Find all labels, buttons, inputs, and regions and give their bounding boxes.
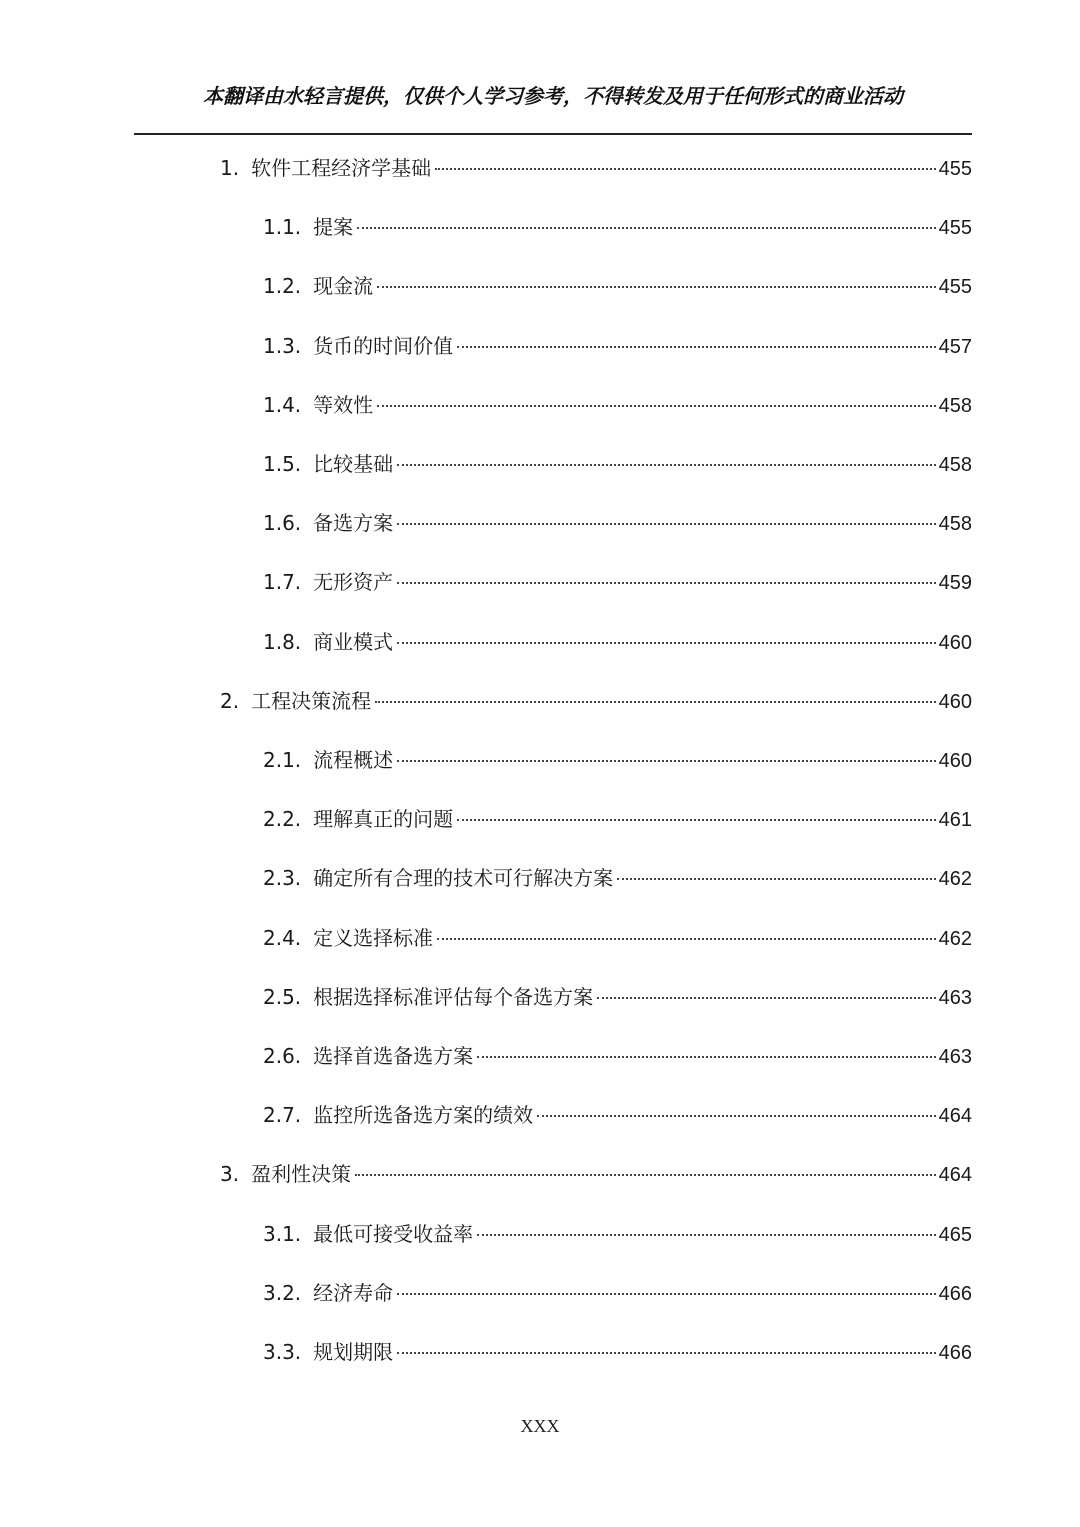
toc-entry-number: 1. [220,156,240,180]
toc-entry-title: 流程概述 [313,748,394,772]
toc-entry-page-number: 457 [938,335,972,358]
toc-entry[interactable] [263,331,972,361]
toc-entry-title: 监控所选备选方案的绩效 [313,1103,534,1128]
toc-dot-leader [397,642,935,644]
toc-entry[interactable] [263,745,972,775]
toc-dot-leader [397,582,935,584]
toc-entry[interactable] [263,627,972,657]
toc-entry-page-number: 462 [938,868,972,891]
toc-entry-page-number: 455 [938,217,972,240]
toc-entry-title: 规划期限 [313,1340,394,1364]
toc-entry-page-number: 461 [938,809,972,832]
toc-entry-number: 2. [220,688,240,713]
toc-entry-page-number: 458 [938,454,972,476]
toc-entry-number: 1.7. [263,570,302,595]
toc-entry-title: 经济寿命 [313,1280,394,1305]
toc-dot-leader [355,1174,936,1176]
toc-entry[interactable] [220,1159,972,1189]
toc-entry-title: 提案 [313,215,354,240]
toc-entry-page-number: 458 [938,394,972,417]
toc-entry-page-number: 460 [938,750,972,772]
toc-entry-page-number: 463 [938,986,972,1009]
toc-dot-leader [477,1056,935,1058]
toc-entry[interactable] [263,1100,972,1130]
toc-entry-title: 货币的时间价值 [313,333,454,358]
toc-entry[interactable] [263,271,972,301]
toc-entry-page-number: 460 [938,690,972,713]
toc-entry-title: 备选方案 [313,511,394,536]
toc-entry[interactable] [220,153,972,183]
toc-entry-title: 软件工程经济学基础 [251,156,432,180]
toc-entry[interactable] [263,923,972,953]
toc-entry-title: 定义选择标准 [313,925,434,950]
toc-dot-leader [617,878,935,880]
toc-entry-number: 1.3. [263,333,302,358]
toc-entry-number: 3.3. [263,1340,302,1364]
toc-entry[interactable] [263,449,972,479]
toc-entry[interactable] [263,804,972,834]
toc-entry-page-number: 462 [938,927,972,950]
toc-dot-leader [375,701,936,703]
toc-entry[interactable] [263,390,972,420]
toc-entry-page-number: 466 [938,1282,972,1305]
toc-entry-number: 1.4. [263,392,302,417]
toc-entry-number: 2.3. [263,866,302,891]
toc-dot-leader [457,819,935,821]
toc-dot-leader [377,286,935,288]
toc-dot-leader [597,997,935,999]
toc-entry-number: 2.5. [263,984,302,1009]
toc-entry[interactable] [263,508,972,538]
toc-dot-leader [377,405,935,407]
toc-entry-page-number: 465 [938,1223,972,1246]
page-header: 本翻译由水轻言提供，仅供个人学习参考，不得转发及用于任何形式的商业活动 [203,84,903,108]
toc-entry-page-number: 464 [938,1105,972,1128]
toc-entry-number: 2.6. [263,1044,302,1068]
toc-dot-leader [397,464,935,466]
toc-dot-leader [437,938,935,940]
toc-dot-leader [477,1234,935,1236]
toc-entry-page-number: 466 [938,1342,972,1364]
toc-entry-page-number: 455 [938,158,972,180]
toc-entry-number: 2.2. [263,807,302,832]
toc-entry-page-number: 464 [938,1164,972,1187]
toc-entry-page-number: 460 [938,631,972,654]
toc-entry-title: 工程决策流程 [251,688,372,713]
toc-entry-number: 2.4. [263,925,302,950]
toc-dot-leader [397,523,935,525]
toc-entry[interactable] [263,863,972,893]
toc-dot-leader [435,168,936,170]
toc-entry-title: 无形资产 [313,570,394,595]
toc-entry-title: 确定所有合理的技术可行解决方案 [313,866,614,891]
toc-entry-title: 现金流 [313,274,374,299]
toc-dot-leader [457,346,935,348]
toc-entry-page-number: 455 [938,276,972,299]
toc-entry-title: 等效性 [313,392,374,417]
toc-dot-leader [537,1115,935,1117]
toc-entry-title: 选择首选备选方案 [313,1044,474,1068]
toc-entry-number: 3.2. [263,1280,302,1305]
toc-dot-leader [397,1293,935,1295]
toc-entry-title: 最低可接受收益率 [313,1221,474,1246]
toc-entry-title: 商业模式 [313,629,394,654]
toc-entry-page-number: 459 [938,572,972,595]
toc-entry-number: 1.2. [263,274,302,299]
toc-entry[interactable] [220,686,972,716]
toc-entry[interactable] [263,1219,972,1249]
toc-entry[interactable] [263,1278,972,1308]
toc-dot-leader [397,760,935,762]
header-divider [134,133,972,135]
toc-entry-number: 1.5. [263,452,302,476]
toc-entry-number: 3.1. [263,1221,302,1246]
toc-entry[interactable] [263,1041,972,1071]
toc-entry[interactable] [263,212,972,242]
toc-entry-number: 2.7. [263,1103,302,1128]
toc-entry-title: 盈利性决策 [251,1162,352,1187]
toc-entry-page-number: 463 [938,1046,972,1068]
toc-entry[interactable] [263,567,972,597]
toc-entry-number: 3. [220,1162,240,1187]
toc-entry-title: 比较基础 [313,452,394,476]
toc-entry-number: 1.6. [263,511,302,536]
toc-entry-number: 1.1. [263,215,302,240]
page-number: XXX [520,1416,560,1436]
toc-entry-number: 2.1. [263,748,302,772]
toc-entry[interactable] [263,982,972,1012]
toc-entry-number: 1.8. [263,629,302,654]
toc-entry-title: 理解真正的问题 [313,807,454,832]
toc-entry-page-number: 458 [938,513,972,536]
toc-entry-title: 根据选择标准评估每个备选方案 [313,984,594,1009]
toc-entry[interactable] [263,1337,972,1367]
toc-dot-leader [397,1352,935,1354]
toc-dot-leader [357,227,935,229]
